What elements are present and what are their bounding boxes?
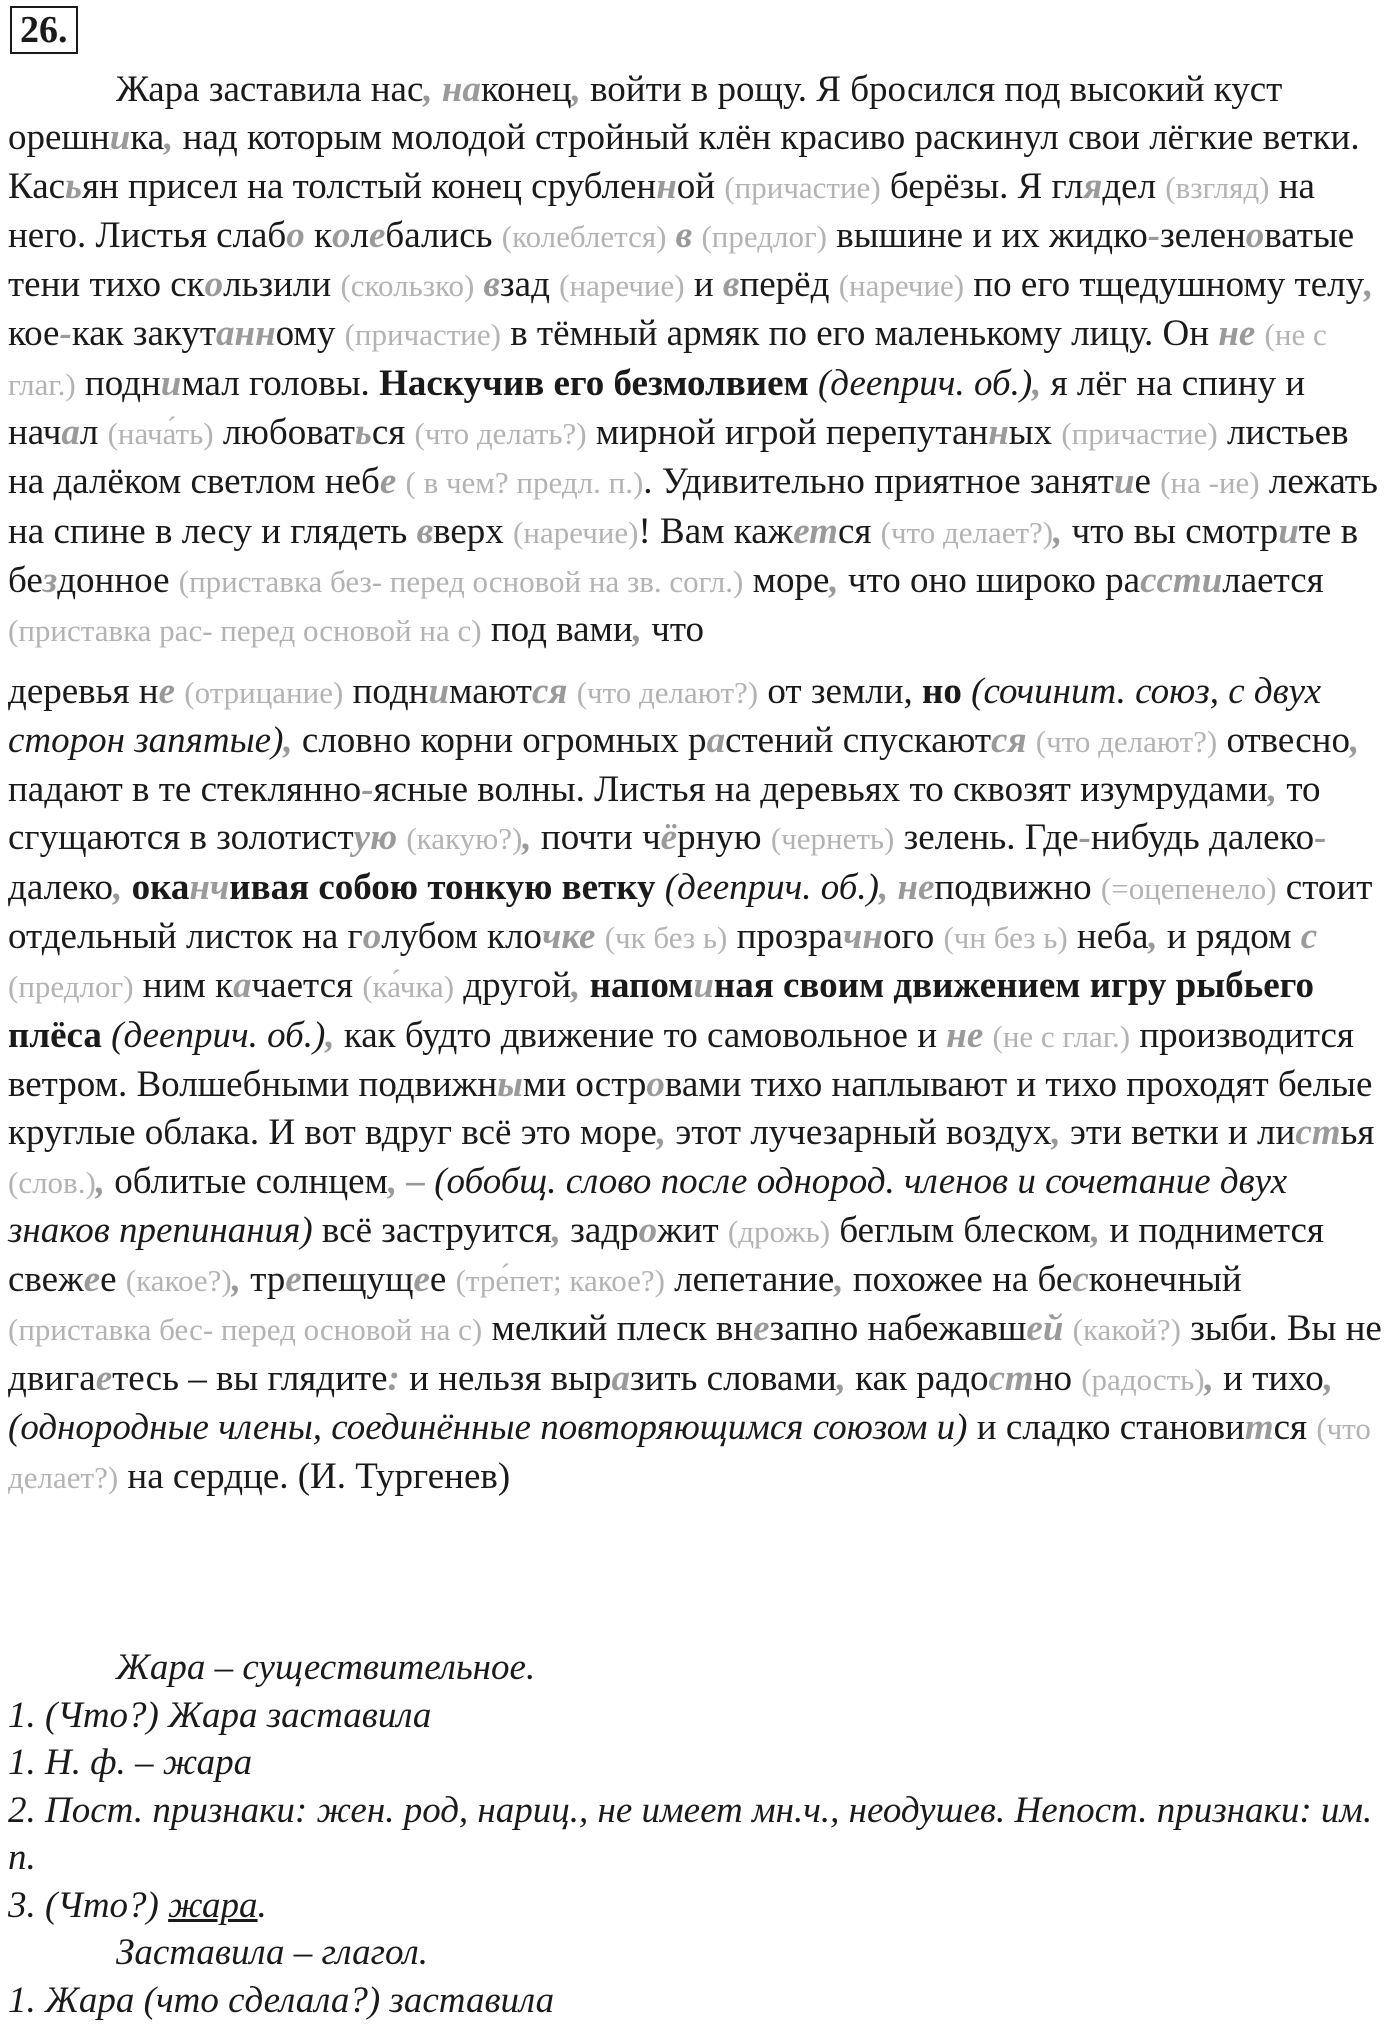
hint-note: (причастие) (344, 317, 501, 353)
text-run (580, 965, 589, 1006)
highlighted-spelling: т (1244, 1407, 1274, 1449)
text-run: л (79, 412, 108, 454)
italic-comment: (дееприч. об.) (111, 1014, 326, 1056)
text-run: и (684, 264, 723, 306)
highlighted-spelling: и (428, 670, 450, 712)
text-run: листьев на далёком светлом неб (8, 412, 1349, 503)
highlighted-spelling: сст (1140, 559, 1202, 601)
text-run: отвесно (1217, 719, 1350, 761)
highlighted-spelling: а (611, 1357, 630, 1399)
highlighted-spelling: и (109, 117, 131, 159)
highlighted-spelling: в (722, 264, 740, 306)
text-run: е (429, 1259, 456, 1301)
text-run: конечный (1088, 1259, 1242, 1301)
text-run: по его тщедушному телу (964, 264, 1365, 306)
text-run: и сладко станови (967, 1407, 1245, 1449)
text-run: лепетание (664, 1259, 835, 1301)
text-run: стений спускают (725, 719, 992, 761)
highlighted-spelling: ся (531, 670, 568, 712)
hint-note: (на -ие) (1160, 465, 1260, 501)
hint-note: (какой?) (1072, 1312, 1181, 1348)
text-run: тесь – вы глядите (112, 1357, 388, 1399)
hint-note: (что делает?) (8, 1411, 1371, 1496)
text-run: мают (449, 670, 532, 712)
text-run: берёзы. Я гл (880, 165, 1084, 207)
hint-note: (наречие) (559, 268, 685, 304)
text-run: ми остр (522, 1063, 647, 1105)
text-run: л (350, 214, 369, 256)
highlighted-spelling: о (204, 264, 224, 306)
text-run: вышине и их жидко (827, 214, 1148, 256)
text-run: стоит отдельный листок на г (8, 866, 1373, 958)
highlighted-spelling: на (441, 69, 481, 110)
analysis-line: Заставила – глагол. (116, 1932, 428, 1973)
highlighted-spelling: : (387, 1357, 400, 1399)
highlighted-spelling: е (83, 1259, 101, 1301)
hint-note: (не с глаг.) (8, 317, 1327, 402)
highlighted-spelling: н (988, 412, 1009, 454)
text-run: подн (75, 362, 161, 404)
highlighted-spelling: , (571, 965, 581, 1007)
highlighted-spelling: , (1053, 510, 1063, 552)
text-run (1255, 313, 1264, 354)
italic-comment: (сочинит. союз, с двух сторон запятые) (8, 670, 1321, 761)
passage-paragraph-2 (8, 668, 1392, 1503)
text-run: к (304, 214, 332, 256)
text-run (102, 1015, 111, 1056)
text-run: бались (385, 214, 502, 256)
highlighted-spelling: , (113, 866, 123, 908)
text-run: другой (454, 965, 572, 1007)
text-run: мал головы. (181, 362, 380, 404)
highlighted-spelling: с (1300, 916, 1318, 958)
highlighted-spelling: о (638, 1209, 658, 1251)
text-run: мелкий плеск вн (482, 1308, 754, 1350)
text-run: зыби. Вы не двига (8, 1308, 1382, 1399)
text-run (397, 817, 406, 858)
text-run: почти ч (531, 817, 661, 859)
highlighted-spelling: о (646, 1063, 665, 1105)
highlighted-spelling: е (379, 461, 397, 503)
italic-comment: (обобщ. слово после однород. членов и сочетание двух знаков препинания) (8, 1160, 1288, 1251)
bold-phrase: но (922, 670, 962, 712)
text-run: далеко (8, 866, 114, 908)
highlighted-spelling: и (160, 362, 182, 404)
text-run: ому (275, 313, 345, 355)
text-run: рную (677, 817, 771, 859)
highlighted-spelling: , (551, 1209, 561, 1251)
text-run: задр (560, 1209, 639, 1251)
text-run: те в бе (8, 510, 1359, 601)
hint-note: (приставка бес- перед основой на с) (8, 1312, 483, 1348)
hint-note: (отрицание) (184, 674, 344, 710)
text-run: ян присел на толстый конец срублен (81, 165, 657, 207)
text-run: ! Вам каж (638, 510, 794, 552)
highlighted-spelling: и (1278, 510, 1299, 552)
hint-note: (приставка рас- перед основой на с) (8, 613, 482, 649)
highlighted-spelling: ся (991, 719, 1027, 761)
text-run: и тихо (1213, 1357, 1324, 1399)
text-run (666, 215, 675, 256)
hint-note: (скользко) (340, 268, 475, 304)
highlighted-spelling: ё (660, 817, 678, 859)
hint-note: (причастие) (724, 169, 881, 205)
text-run: верх (433, 510, 514, 552)
text-run (474, 264, 483, 305)
text-run: на него. Листья слаб (8, 165, 1315, 256)
text-run: дел (1102, 165, 1166, 207)
text-run: конец (480, 69, 572, 110)
text-run: ого (882, 916, 944, 958)
text-run: но (1033, 1357, 1082, 1399)
text-run: кое (8, 313, 60, 355)
bold-phrase: ная своим движением игру рыбьего плёса (8, 965, 1314, 1056)
text-run: пещущ (301, 1259, 414, 1301)
text-run: и поднимется свеж (8, 1209, 1324, 1301)
exercise-number: 26. (10, 6, 78, 54)
analysis-line: Жара – существительное. (116, 1647, 536, 1688)
highlighted-spelling: , (283, 719, 293, 761)
text-run: нибудь далеко (1090, 817, 1315, 859)
highlighted-spelling: - (1078, 817, 1091, 859)
highlighted-spelling: о (331, 214, 351, 256)
highlighted-spelling: ст (1295, 1112, 1341, 1154)
text-run: любоват (213, 412, 355, 454)
text-run: подн (343, 670, 429, 712)
highlighted-spelling: , (1090, 1209, 1101, 1251)
text-run (809, 363, 818, 404)
italic-comment: (дееприч. об.) (664, 866, 879, 908)
highlighted-spelling: - (1314, 817, 1327, 859)
highlighted-spelling: ет (793, 510, 838, 552)
hint-note: (наречие) (513, 514, 639, 550)
text-run: е (1134, 461, 1161, 503)
text-run: облитые солнцем (105, 1160, 388, 1202)
text-run: неба (1067, 916, 1149, 958)
highlighted-spelling: а (61, 412, 80, 454)
text-run: мирной игрой перепутан (586, 412, 989, 454)
text-run: ой (676, 165, 725, 207)
hint-note: (причастие) (1061, 416, 1218, 452)
highlighted-spelling: ст (988, 1357, 1034, 1399)
text-run: зелен (1160, 214, 1246, 256)
highlighted-spelling: е (95, 1357, 113, 1399)
highlighted-spelling: , (878, 866, 889, 908)
highlighted-spelling: - (361, 769, 374, 811)
highlighted-spelling: , (632, 609, 643, 651)
highlighted-spelling: не (946, 1014, 984, 1056)
text-run: . Удивительно приятное занят (643, 461, 1114, 503)
italic-comment: (однородные члены, соединённые повторяющимся союзом и) (8, 1407, 968, 1449)
hint-note: (чк без ь) (604, 920, 728, 956)
text-run: всё заструится (312, 1209, 552, 1251)
italic-comment: (дееприч. об.) (817, 362, 1033, 404)
text-run: тр (240, 1259, 286, 1301)
hint-note: (чернеть) (770, 821, 895, 857)
highlighted-spelling: ь (354, 412, 372, 454)
highlighted-spelling: , (836, 1357, 846, 1399)
highlighted-spelling: е (158, 670, 176, 712)
text-run: я лёг на спину и нач (8, 362, 1306, 454)
analysis-line: 1. Жара (что сделала?) заставила (8, 1979, 555, 2021)
analysis-line: 2. Пост. признаки: жен. род, нариц., не имеет мн.ч., неодушев. Непост. признаки: им. п. (8, 1789, 1373, 1878)
hint-note: (слов.) (8, 1164, 96, 1200)
highlighted-spelling: чн (842, 916, 883, 958)
hint-note: (ка́чка) (362, 969, 455, 1005)
text-run: беглым блеском (830, 1209, 1091, 1251)
highlighted-spelling: нч (189, 866, 230, 908)
highlighted-spelling: , (1204, 1357, 1214, 1399)
text-run: ых (1008, 412, 1062, 454)
highlighted-spelling: е (368, 214, 386, 256)
text-run: под вами (481, 609, 633, 651)
text-run: зить словами (629, 1357, 837, 1399)
hint-note: (дрожь) (727, 1213, 831, 1249)
passage-paragraph-1 (8, 66, 1392, 656)
highlighted-spelling: - (59, 313, 72, 355)
highlighted-spelling: , (423, 69, 433, 110)
hint-note: (радость) (1081, 1361, 1205, 1397)
highlighted-spelling: а (706, 719, 726, 761)
underlined-subject: жара (168, 1884, 258, 1926)
hint-note: (что делают?) (1035, 723, 1218, 759)
highlighted-spelling: , (1350, 719, 1360, 761)
paragraph-gap (8, 656, 1392, 668)
text-run: е (100, 1259, 126, 1301)
analysis-text: . (257, 1884, 267, 1926)
text-run: ватые тени тихо ск (8, 214, 1355, 306)
highlighted-spelling: , (829, 559, 839, 601)
highlighted-spelling: , (231, 1259, 241, 1301)
highlighted-spelling: чке (541, 916, 596, 958)
analysis-line: 1. Н. ф. – жара (8, 1742, 253, 1783)
text-run: зелень. Где (894, 817, 1079, 859)
text-run: прозра (727, 916, 843, 958)
highlighted-spelling: , (571, 69, 581, 110)
highlighted-spelling: ь (65, 165, 82, 207)
highlighted-spelling: с (1072, 1259, 1089, 1301)
highlighted-spelling: ую (353, 817, 398, 859)
highlighted-spelling: , – (387, 1160, 425, 1202)
highlighted-spelling: в (483, 264, 501, 306)
hint-note: (что делать?) (414, 416, 587, 452)
highlighted-spelling: а (233, 965, 252, 1007)
hint-note: ( в чем? предл. п.) (405, 465, 644, 501)
hint-note: (чн без ь) (943, 920, 1068, 956)
text-run: ья (1340, 1112, 1375, 1154)
text-run: ся (1273, 1407, 1317, 1449)
text-run: Жара заставила нас (116, 69, 424, 110)
text-run (595, 916, 604, 957)
highlighted-spelling: , (1032, 362, 1042, 404)
passage (8, 66, 1392, 1503)
hint-note: (тре́пет; какое?) (455, 1263, 665, 1299)
highlighted-spelling: и (1201, 559, 1223, 601)
text-run: ся (371, 412, 415, 454)
text-run: ним к (133, 965, 234, 1007)
text-run (175, 671, 184, 712)
analysis-text: 3. (Что?) (8, 1884, 169, 1926)
text-run: что вы смотр (1062, 510, 1279, 552)
text-run: эти ветки и ли (1060, 1112, 1296, 1154)
highlighted-spelling: е (285, 1259, 302, 1301)
text-run: что оно широко ра (838, 559, 1141, 601)
text-run: как будто движение то самовольное и (334, 1014, 947, 1056)
hint-note: (наречие) (838, 268, 965, 304)
hint-note: (какое?) (125, 1263, 232, 1299)
text-run: то сгущаются в золотист (8, 769, 1321, 859)
text-run (122, 867, 131, 908)
highlighted-spelling: е (753, 1308, 770, 1350)
highlighted-spelling: анн (216, 313, 276, 355)
bold-phrase: ока (131, 866, 190, 908)
bold-phrase: напом (589, 965, 694, 1007)
highlighted-spelling: , (1323, 1357, 1334, 1399)
text-run: зад (500, 264, 560, 306)
hint-note: (колеблется) (501, 218, 667, 254)
text-run: подвижно (934, 866, 1101, 908)
highlighted-spelling: , (164, 117, 174, 159)
text-run: чается (251, 965, 363, 1007)
morphological-analysis (8, 1644, 1392, 2024)
highlighted-spelling: в (675, 214, 693, 256)
analysis-line: 1. (Что?) Жара заставила (8, 1694, 432, 1736)
bold-phrase: Наскучив его безмолвием (379, 362, 809, 404)
text-run: как закут (71, 313, 217, 355)
highlighted-spelling: не (897, 866, 935, 908)
highlighted-spelling: , (325, 1014, 335, 1056)
highlighted-spelling: о (362, 916, 382, 958)
highlighted-spelling: , (95, 1160, 106, 1202)
text-run: ясные волны. Листья на деревьях то сквозят изумрудами (373, 769, 1268, 811)
highlighted-spelling: ей (1026, 1308, 1064, 1350)
hint-note: (какую?) (406, 821, 523, 857)
text-run: похожее на бе (843, 1259, 1073, 1301)
highlighted-spelling: , (656, 1112, 667, 1154)
highlighted-spelling: , (522, 817, 532, 859)
highlighted-spelling: е (413, 1259, 430, 1301)
hint-note: (нача́ть) (107, 416, 214, 452)
text-run: деревья н (8, 670, 159, 712)
text-run (656, 867, 665, 908)
hint-note: (приставка без- перед основой на зв. согл.) (178, 563, 744, 599)
highlighted-spelling: , (1364, 264, 1374, 306)
highlighted-spelling: ы (497, 1063, 523, 1105)
highlighted-spelling: не (1218, 313, 1256, 355)
text-run: над которым молодой стройный клён красиво раскинул свои лёгкие ветки. Кас (8, 117, 1360, 207)
text-run (983, 1015, 992, 1056)
hint-note: (предлог) (8, 969, 134, 1005)
hint-note: (взгляд) (1165, 169, 1270, 205)
text-run: войти в рощу. Я бросился под высокий куст орешн (8, 69, 1283, 159)
text-run: вами тихо наплывают и тихо проходят белые круглые облака. И вот вдруг всё это море (8, 1063, 1373, 1154)
text-run: донное (57, 559, 179, 601)
text-run: перёд (739, 264, 839, 306)
highlighted-spelling: о (1245, 214, 1265, 256)
text-run: падают в те стеклянно (8, 769, 362, 811)
text-run: ся (837, 510, 881, 552)
text-run (962, 671, 971, 712)
hint-note: (что делает?) (880, 514, 1054, 550)
text-run: производится ветром. Волшебными подвижн (8, 1014, 1354, 1105)
text-run: от земли, (758, 670, 923, 712)
text-run: лежать на спине в лесу и глядеть (8, 461, 1378, 552)
text-run: словно корни огромных р (292, 719, 707, 761)
text-run: как радо (845, 1357, 989, 1399)
text-run: в тёмный армяк по его маленькому лицу. Он (500, 313, 1219, 355)
text-run (433, 69, 442, 110)
highlighted-spelling: , (1148, 916, 1158, 958)
highlighted-spelling: и (1113, 461, 1135, 503)
text-run: на сердце. (И. Тургенев) (118, 1456, 511, 1498)
highlighted-spelling: в (416, 510, 434, 552)
hint-note: (предлог) (701, 218, 827, 254)
text-run (425, 1161, 434, 1202)
text-run (396, 461, 405, 502)
text-run: запно набежавш (769, 1308, 1027, 1350)
text-run (1027, 720, 1036, 761)
highlighted-spelling: - (1147, 214, 1161, 256)
hint-note: (что делают?) (576, 674, 759, 710)
text-run: море (743, 559, 830, 601)
text-run: жит (657, 1209, 728, 1251)
highlighted-spelling: з (42, 559, 58, 601)
highlighted-spelling: , (1051, 1112, 1061, 1154)
text-run: что (642, 609, 705, 651)
text-run: ка (130, 117, 165, 159)
text-run (1063, 1308, 1072, 1349)
highlighted-spelling: , (1267, 769, 1278, 811)
hint-note: (=оцепенело) (1100, 870, 1277, 906)
highlighted-spelling: и (693, 965, 714, 1007)
highlighted-spelling: я (1083, 165, 1103, 207)
text-run: и нельзя выр (399, 1357, 612, 1399)
text-run: лается (1222, 559, 1324, 601)
highlighted-spelling: о (286, 214, 305, 256)
text-run (567, 671, 576, 712)
text-run: этот лучезарный воздух (666, 1112, 1052, 1154)
text-run: льзили (223, 264, 341, 306)
text-run: и рядом (1157, 916, 1301, 958)
hint-note: (не с глаг.) (992, 1018, 1131, 1054)
analysis-line (8, 1882, 1392, 1930)
text-run: лубом кло (381, 916, 542, 958)
highlighted-spelling: , (834, 1259, 844, 1301)
highlighted-spelling: н (656, 165, 677, 207)
bold-phrase: ивая собою тонкую ветку (229, 866, 656, 908)
